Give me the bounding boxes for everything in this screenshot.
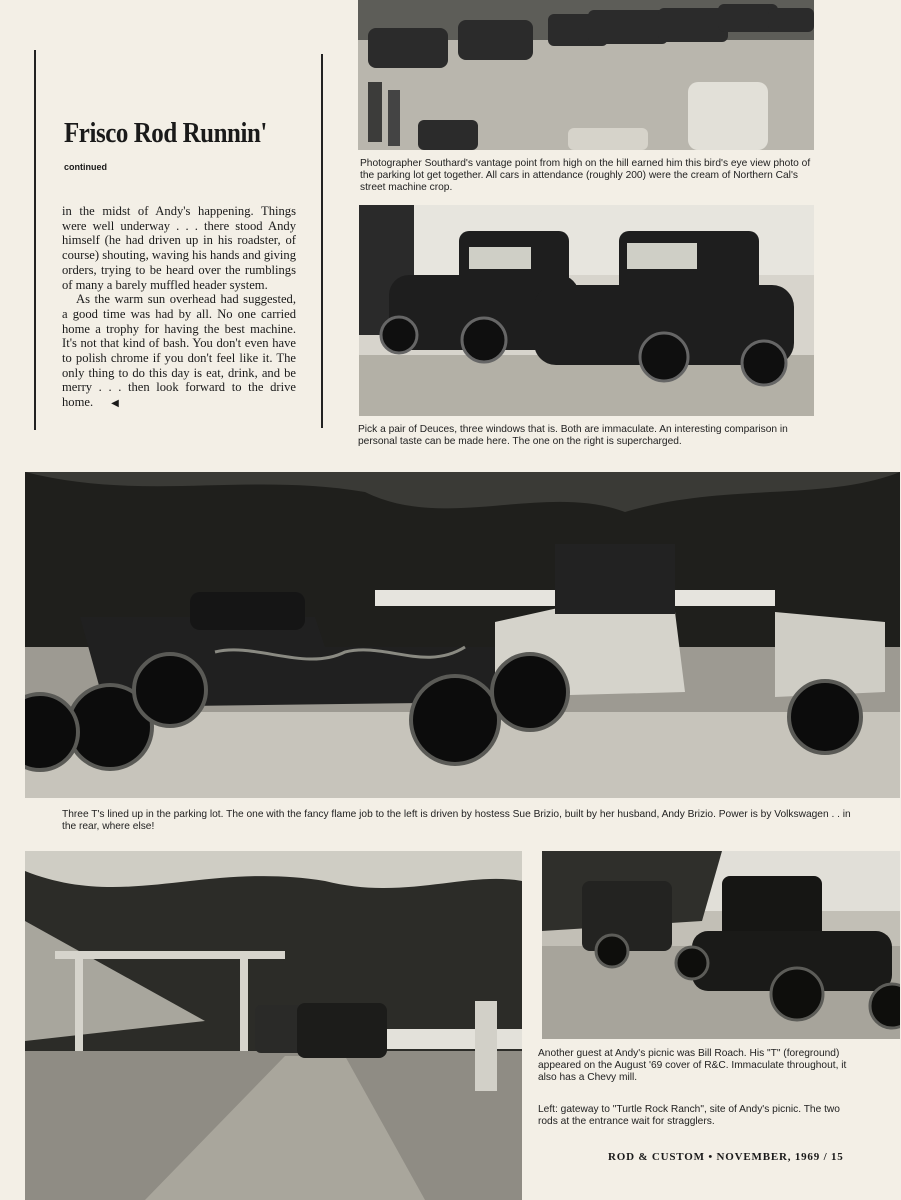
photo-three-ts	[25, 472, 900, 798]
article-title: Frisco Rod Runnin'	[64, 117, 267, 149]
photo-gateway	[25, 851, 522, 1200]
caption-three-ts: Three T's lined up in the parking lot. The one with the fancy flame job to the left is driven by hostess Sue Brizio, built by her husband, Andy Brizio. Power is by Volkswagen . . in the rear, where else!	[62, 809, 851, 833]
article-subtitle: continued	[64, 162, 107, 172]
end-mark-icon: ◀	[111, 398, 119, 410]
caption-deuces: Pick a pair of Deuces, three windows that is. Both are immaculate. An interesting comparison in personal taste can be made here. The one on the right is supercharged.	[358, 424, 788, 448]
caption-gateway: Left: gateway to "Turtle Rock Ranch", site of Andy's picnic. The two rods at the entrance wait for stragglers.	[538, 1104, 840, 1128]
body-paragraph: As the warm sun overhead had suggested, a good time was had by all. No one carried home a trophy for having the best machine. It's not that kind of bash. You don't even have to polish chrome if you don't feel like it. The only thing to do this day is eat, drink, and be merry . . . then look forward to the drive home. ◀	[62, 292, 296, 412]
photo-deuces	[359, 205, 814, 416]
caption-bill-roach: Another guest at Andy's picnic was Bill Roach. His "T" (foreground) appeared on the August '69 cover of R&C. Immaculate throughout, it also has a Chevy mill.	[538, 1048, 847, 1084]
body-paragraph: in the midst of Andy's happening. Things were well underway . . . there stood Andy himself (he had driven up in his roadster, of course) shouting, waving his hands and giving orders, trying to be heard over the rumblings of many a barely muffled header system.	[62, 204, 297, 292]
column-rule-right	[321, 54, 323, 428]
caption-parking-lot: Photographer Southard's vantage point from high on the hill earned him this bird's eye view photo of the parking lot get together. All cars in attendance (roughly 200) were the cream of Northern Cal's street machine crop.	[360, 158, 811, 194]
article-body	[62, 204, 296, 412]
column-rule-left	[34, 50, 36, 430]
photo-bill-roach	[542, 851, 900, 1039]
photo-parking-lot	[358, 0, 814, 150]
page-footer: ROD & CUSTOM • NOVEMBER, 1969 / 15	[608, 1151, 844, 1163]
